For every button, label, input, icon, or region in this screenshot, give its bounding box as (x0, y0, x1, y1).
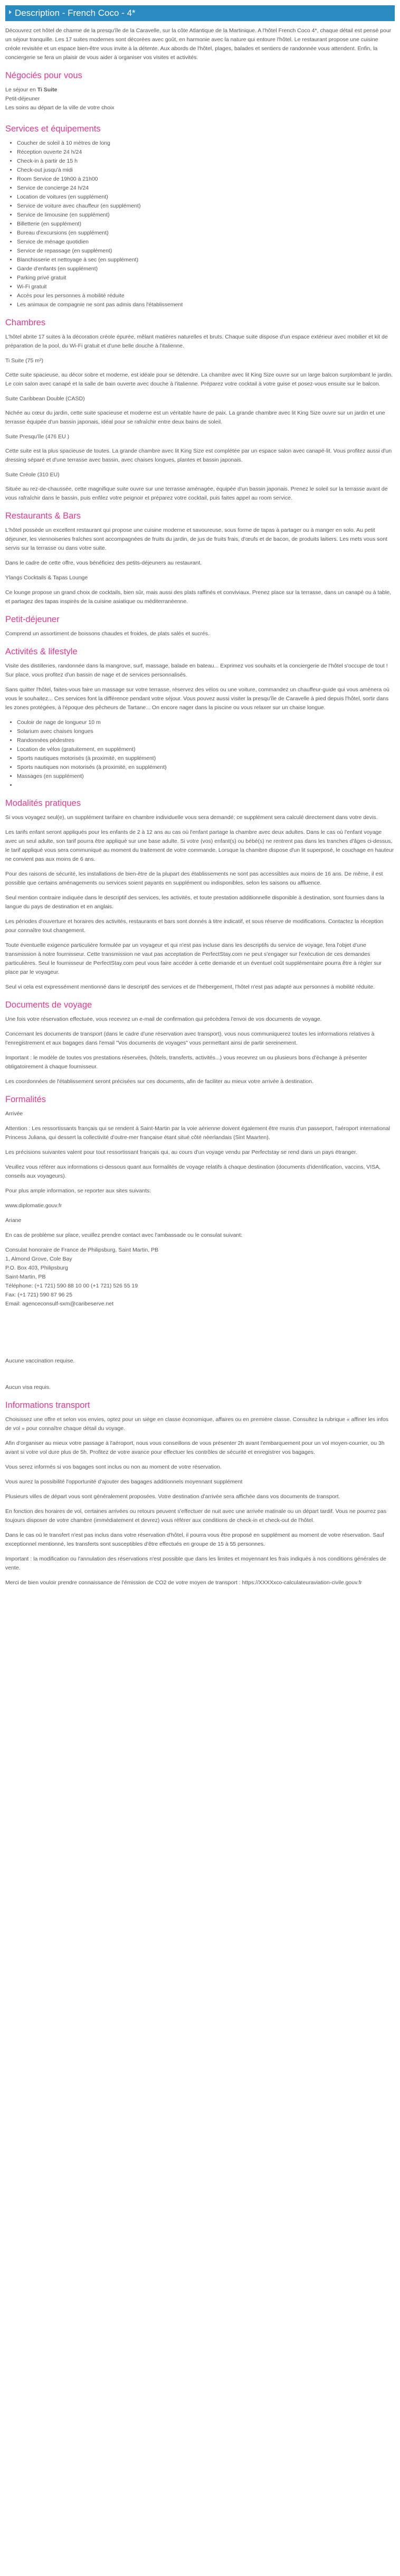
negotiated-line-bold: Ti Suite (37, 87, 58, 93)
service-item: • Check-out jusqu'à midi (17, 166, 395, 175)
activity-item (17, 781, 395, 790)
terms-paragraph: Si vous voyagez seul(e), un supplément tarifaire en chambre individuelle vous sera demandé; ce supplément sera calculé directement dans votre devis. (5, 814, 378, 821)
services-heading: Services et équipements (5, 124, 101, 134)
service-item: • Bureau d'excursions (en supplément) (17, 229, 395, 238)
service-item: • Check-in à partir de 15 h (17, 157, 395, 166)
rooms-list (5, 356, 395, 503)
terms-paragraph: Les tarifs enfant seront appliqués pour les enfants de 2 à 12 ans au cas où l'enfant partage la chambre avec deux adultes. Dans le cas où l'enfant voyage avec un seul adulte, son tarif pourra être appliqué sur une base adulte. Si votre (vos) enfant(s) ou bébé(s) ne rentrent pas dans les tranches d'âges ci-dessus, le tarif appliqué vous sera communiqué au moment du traitement de votre commande. Lorsque la chambre dispose d'un lit superposé, le couchage en hauteur ne convient pas aux moins de 6 ans. (5, 829, 394, 862)
formalities-paragraph: Fax: (+1 721) 590 87 96 25 (5, 1292, 72, 1298)
formalities-paragraph: En cas de problème sur place, veuillez prendre contact avec l'ambassade ou le consulat suivant: (5, 1232, 243, 1238)
service-item: • Billetterie (en supplément) (17, 220, 395, 229)
transport-paragraph: Important : la modification ou l'annulation des réservations n'est possible que dans les limites et moyennant les frais indiqués à nos conditions générales de vente. (5, 1556, 386, 1571)
terms-body (5, 813, 395, 992)
room-name: Suite Créole (310 EU) (5, 472, 60, 478)
room-name: Suite Caribbean Double (CASD) (5, 396, 85, 402)
restaurants-heading: Restaurants & Bars (5, 511, 81, 521)
formalities-paragraph: Consulat honoraire de France de Philipsburg, Saint Martin, PB (5, 1247, 159, 1253)
service-item: • Location de voitures (en supplément) (17, 193, 395, 202)
formalities-paragraph: Saint-Martin, PB (5, 1274, 46, 1280)
transport-paragraph: Plusieurs villes de départ vous sont généralement proposées. Votre destination d'arrivée sera affichée dans vos documents de transport. (5, 1493, 340, 1500)
breakfast-text: Comprend un assortiment de boissons chaudes et froides, de plats salés et sucrés. (5, 631, 209, 637)
formalities-paragraph: Les précisions suivantes valent pour tout ressortissant français qui, au cours d'un voyage vendu par Perfectstay se rend dans un pays étranger. (5, 1149, 357, 1155)
negotiated-line: Les soins au départ de la ville de votre choix (5, 105, 115, 111)
negotiated-lines (5, 86, 395, 112)
transport-paragraph: Vous aurez la possibilité l'opportunité d'ajouter des bagages additionnels moyennant supplément (5, 1479, 243, 1485)
restaurant-paragraph: Dans le cadre de cette offre, vous bénéficiez des petits-déjeuners au restaurant. (5, 560, 202, 566)
formalities-paragraph: Téléphone: (+1 721) 590 88 10 00 (+1 721) 526 55 19 (5, 1283, 138, 1289)
terms-paragraph: Toute éventuelle exigence particulière formulée par un voyageur et qui n'est pas incluse dans les descriptifs du service de voyage, fera l'objet d'une transmission à notre fournisseur. Cette transmission ne vaut pas acceptation de PerfectStay.com ne peut s'engager sur l'exécution de ces demandes particulières. Seul le fournisseur de PerfectStay.com peut vous faire accéder à cette demande et un éventuel coût supplémentaire pourra être à régler sur place par le voyageur. (5, 942, 382, 975)
activities-body (5, 662, 395, 712)
room-description: Cette suite est la plus spacieuse de toutes. La grande chambre avec lit King Size est complétée par un espace salon avec canapé-lit. Vous profitez aussi d'un dressing séparé et d'une terrasse avec bassin, avec chaises longues, plantes et bassin japonais. (5, 448, 392, 463)
restaurant-paragraph: Ce lounge propose un grand choix de cocktails, bien sûr, mais aussi des plats raffinés et conviviaux. Prenez place sur la terrasse, dans un canapé ou à table, et partagez des tapas inspirés de la cuisine asiatique ou méditerranéenne. (5, 589, 392, 605)
rooms-intro: L'hôtel abrite 17 suites à la décoration créole épurée, mêlant matières naturelles et bruts. Chaque suite dispose d'un espace extérieur avec mobilier et kit de préparation de la pool, du Wi-Fi gratuit et d'une belle douche à l'italienne. (5, 334, 388, 349)
room-description: Située au rez-de-chaussée, cette magnifique suite ouvre sur une terrasse aménagée, équipée d'un bassin japonais. Prenez le soleil sur la terrasse avant de vous rafraîchir dans le bassin, puis enfilez votre peignoir et préparez votre cocktail, puis faites appel au room service. (5, 486, 388, 501)
service-item: • Blanchisserie et nettoyage à sec (en supplément) (17, 256, 395, 265)
activity-item: • Sports nautiques non motorisés (à proximité, en supplément) (17, 763, 395, 772)
transport-paragraph: Choisissez une offre et selon vos envies, optez pour un siège en classe économique, affaires ou en première classe. Consultez la rubrique « affiner les infos de vol » pour connaître chaque détail du voyage. (5, 1416, 389, 1432)
room-description: Cette suite spacieuse, au décor sobre et moderne, est idéale pour se détendre. La chambre avec lit King Size ouvre sur un large balcon surplombant le jardin. Le coin salon avec canapé et la salle de bain ouverte avec douche à l'italienne. Préparez votre cocktail à votre guise et posez-vous ensuite sur le balcon. (5, 372, 393, 387)
transport-body (5, 1415, 395, 1587)
room-description: Nichée au cœur du jardin, cette suite spacieuse et moderne est un véritable havre de paix. La grande chambre avec lit King Size ouvre sur un jardin et une terrasse équipée d'un bassin japonais, idéal pour se rafraîchir entre deux bains de soleil. (5, 410, 385, 425)
service-item: • Service de limousine (en supplément) (17, 211, 395, 220)
service-item: • Wi-Fi gratuit (17, 283, 395, 292)
documents-heading: Documents de voyage (5, 1000, 92, 1010)
activities-paragraph: Visite des distilleries, randonnée dans la mangrove, surf, massage, balade en bateau... Exprimez vos souhaits et la conciergerie de l'hôtel s'occupe de tout ! Sur place, vous profitez d'un bassin de nage et de services personnalisés. (5, 663, 388, 678)
services-list (5, 139, 395, 309)
service-item: • Garde d'enfants (en supplément) (17, 265, 395, 274)
formalities-paragraph: Pour plus ample information, se reporter aux sites suivants: (5, 1188, 151, 1194)
formalities-paragraph: 1, Almond Grove, Cole Bay (5, 1256, 72, 1262)
page-title: Description - French Coco - 4* (5, 5, 395, 21)
transport-paragraph: Dans le cas où le transfert n'est pas inclus dans votre réservation d'hôtel, il pourra vous être proposé en supplément au moment de votre réservation. Sauf exceptionnel mentionné, les transferts sont susceptibles d'être effectués en groupe de 15 à 55 personnes. (5, 1532, 384, 1547)
restaurant-paragraph: Ylangs Cocktails & Tapas Lounge (5, 575, 88, 581)
terms-paragraph: Pour des raisons de sécurité, les installations de bien-être de la plupart des établissements ne sont pas accessibles aux moins de 16 ans. De même, il est possible que certains aménagements ou services soient payants en supplément ou indisponibles, selon les saisons ou affluence. (5, 871, 383, 886)
service-item: • Service de concierge 24 h/24 (17, 184, 395, 193)
visa-note: Aucun visa requis. (5, 1384, 51, 1390)
service-item: • Service de voiture avec chauffeur (en supplément) (17, 202, 395, 211)
transport-paragraph: Merci de bien vouloir prendre connaissance de l'émission de CO2 de votre moyen de transport : https://XXXXxco-calculateuraviation-civile.gouv.fr (5, 1580, 362, 1586)
formalities-paragraph: Veuillez vous référer aux informations ci-dessous quant aux formalités de voyage relatifs à chaque destination (documents d'identification, vaccins, VISA, conseils aux voyageurs). (5, 1164, 381, 1179)
terms-heading: Modalités pratiques (5, 798, 81, 808)
formalities-paragraph: Ariane (5, 1217, 22, 1224)
activity-item: • Solarium avec chaises longues (17, 727, 395, 736)
negotiated-line-text: Le séjour en (5, 87, 37, 93)
formalities-paragraph: www.diplomatie.gouv.fr (5, 1202, 62, 1209)
negotiated-line (5, 86, 395, 95)
formalities-paragraph: Attention : Les ressortissants français qui se rendent à Saint-Martin par la voie aérienne doivent également être munis d'un passeport, l'aéroport international Princess Juliana, qui dessert la collectivité d'outre-mer française étant situé côté néerlandais (Sint Maarten). (5, 1125, 390, 1141)
intro-text: Découvrez cet hôtel de charme de la presqu'île de la Caravelle, sur la côte Atlantique de la Martinique. A l'hôtel French Coco 4*, chaque détail est pensé pour un séjour tranquille. Les 17 suites modernes sont décorées avec goût, en harmonie avec la nature qui entoure l'hôtel. Le restaurant propose une cuisine créole revisitée et un espace bien-être vous invite à la détente. Aux abords de l'hôtel, plages, balades et sentiers de randonnée vous attendent. Enfin, la conciergerie se fera un plaisir de vous aider à organiser vos visites et activités. (5, 27, 392, 61)
transport-paragraph: Vous serez informés si vos bagages sont inclus ou non au moment de votre réservation. (5, 1464, 222, 1470)
activities-heading: Activités & lifestyle (5, 647, 78, 656)
room-item (5, 394, 395, 427)
service-item: • Accès pour les personnes à mobilité réduite (17, 292, 395, 300)
formalities-paragraph: Arrivée (5, 1111, 23, 1117)
service-item: • Service de repassage (en supplément) (17, 247, 395, 256)
activity-item: • Randonnées pédestres (17, 736, 395, 745)
room-item (5, 471, 395, 503)
formalities-paragraph: Email: agenceconsulf-sxm@caribeserve.net (5, 1301, 113, 1307)
service-item: • Room Service de 19h00 à 21h00 (17, 175, 395, 184)
documents-paragraph: Les coordonnées de l'établissement seront précisées sur ces documents, afin de faciliter au mieux votre arrivée à destination. (5, 1078, 313, 1085)
service-item: • Réception ouverte 24 h/24 (17, 148, 395, 157)
restaurant-paragraph: L'hôtel possède un excellent restaurant qui propose une cuisine moderne et savoureuse, sous forme de tapas à partager ou à manger en solo. Au petit déjeuner, les viennoiseries fraîches sont accompagnées de fruits du jardin, de jus de fruits frais, d'œufs et de bacon, de produits laitiers. Les mets vous sont servis sur la terrasse ou dans votre suite. (5, 527, 387, 551)
vaccination-note: Aucune vaccination requise. (5, 1358, 75, 1364)
rooms-heading: Chambres (5, 318, 46, 327)
breakfast-heading: Petit-déjeuner (5, 615, 60, 624)
negotiated-line: Petit-déjeuner (5, 96, 40, 102)
documents-paragraph: Une fois votre réservation effectuée, vous recevrez un e-mail de confirmation qui précèdera l'envoi de vos documents de voyage. (5, 1016, 322, 1022)
activities-paragraph: Sans quitter l'hôtel, faites-vous faire un massage sur votre terrasse, réservez des vélos ou une voiture, commandez un chauffeur-guide qui vous amènera où vous le souhaitez... Ces services font la différence pendant votre séjour. Vous pouvez aussi visiter la presqu'île de Caravelle à pied depuis l'hôtel, sortir dans les zones protégées, à l'époque des pêcheurs de Tartane... On encore nager dans la piscine ou vous relaxer sur un chaise longue. (5, 687, 389, 711)
activity-item: • Location de vélos (gratuitement, en supplément) (17, 745, 395, 754)
negotiated-heading: Négociés pour vous (5, 71, 82, 80)
service-item: • Les animaux de compagnie ne sont pas admis dans l'établissement (17, 300, 395, 309)
transport-paragraph: En fonction des horaires de vol, certaines arrivées ou retours peuvent s'effectuer de nuit avec une arrivée matinale ou un départ tardif. Vous ne pourrez pas toujours disposer de votre chambre (immédiatement et devrez) vous référer aux conditions de check-in et check-out de l'hôtel. (5, 1508, 387, 1524)
service-item: • Service de ménage quotidien (17, 238, 395, 247)
formalities-body (5, 1110, 395, 1309)
service-item: • Parking privé gratuit (17, 274, 395, 283)
terms-paragraph: Seul vi cela est expressément mentionné dans le descriptif des services et de l'hébergement, l'hôtel n'est pas adapté aux personnes à mobilité réduite. (5, 984, 375, 990)
activity-item: • Couloir de nage de longueur 10 m (17, 718, 395, 727)
service-item: • Coucher de soleil à 10 mètres de long (17, 139, 395, 148)
room-item (5, 433, 395, 465)
terms-paragraph: Les périodes d'ouverture et horaires des activités, restaurants et bars sont donnés à titre indicatif, et sous réserve de modifications. Contactez la réception pour connaître tout changement. (5, 918, 384, 934)
room-name: Ti Suite (75 m²) (5, 358, 43, 364)
formalities-heading: Formalités (5, 1095, 46, 1104)
documents-paragraph: Concernant les documents de transport (dans le cadre d'une réservation avec transport), vous nous communiquerez toutes les informations relatives à l'enregistrement et aux bagages dans l'email "Vos documents de voyages" vous permettant ainsi de partir sereinement. (5, 1031, 375, 1046)
transport-paragraph: Afin d'organiser au mieux votre passage à l'aéroport, nous vous conseillons de vous présenter 2h avant l'embarquement pour un vol moyen-courrier, ou 3h avant si votre vol dure plus de 5h. Profitez de votre avance pour effectuer les contrôles de sécurité et enregistrer vos bagages. (5, 1440, 385, 1455)
terms-paragraph: Seul mention contraire indiquée dans le descriptif des services, les activités, et toute prestation additionnelle disponible à destination, sont fournies dans la langue du pays de destination et en anglais. (5, 895, 384, 910)
transport-heading: Informations transport (5, 1400, 90, 1410)
documents-paragraph: Important : le modèle de toutes vos prestations réservées, (hôtels, transferts, activités...) vous recevrez un ou plusieurs bons d'échange à présenter obligatoirement à chaque fournisseur. (5, 1055, 367, 1070)
restaurants-body (5, 526, 395, 606)
room-name: Suite Presqu'île (476 EU ) (5, 434, 70, 440)
room-item (5, 356, 395, 389)
formalities-paragraph: P.O. Box 403, Philipsburg (5, 1265, 68, 1271)
activity-item: • Massages (en supplément) (17, 772, 395, 781)
documents-body (5, 1015, 395, 1086)
activity-item: • Sports nautiques motorisés (à proximité, en supplément) (17, 754, 395, 763)
activities-list (5, 718, 395, 790)
